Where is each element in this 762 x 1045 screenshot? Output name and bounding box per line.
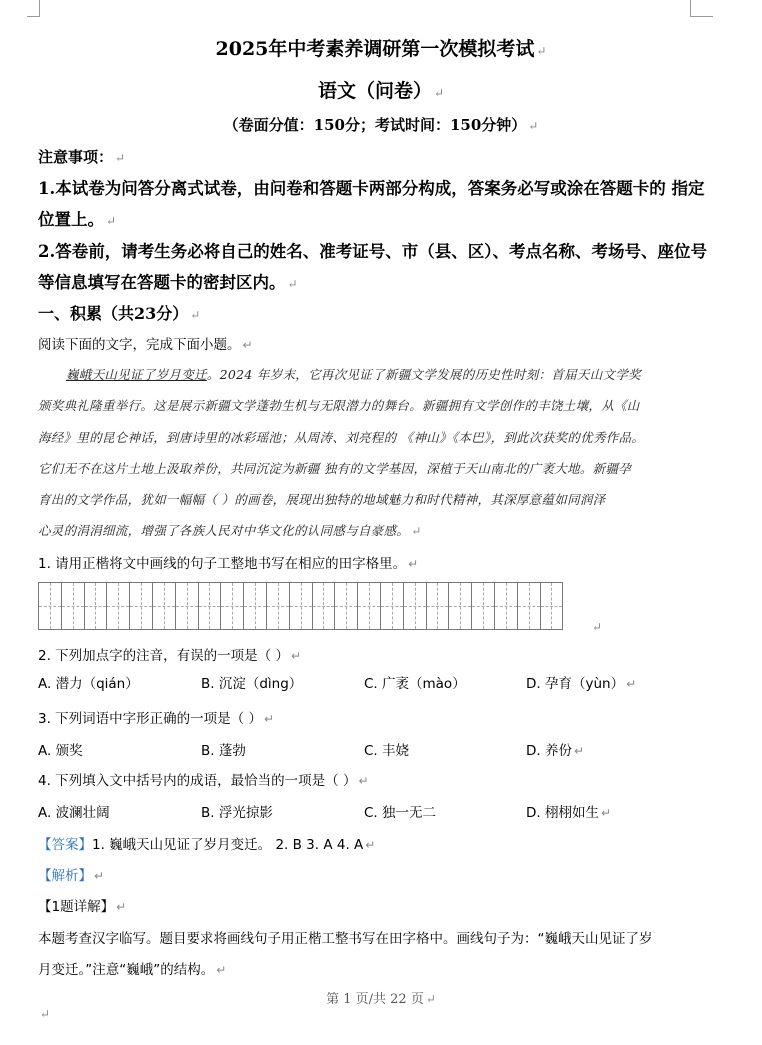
exam-meta: （卷面分值：150分；考试时间：150分钟） ↵ — [223, 116, 539, 134]
grid-cell — [495, 583, 518, 629]
analysis-line: 【解析】 ↵ — [38, 868, 105, 884]
q3-option-d: D. 养份 ↵ — [526, 743, 585, 759]
q4-option-b: B. 浮光掠影 — [201, 805, 273, 821]
question-1: 1. 请用正楷将文中画线的句子工整地书写在相应的田字格里。 ↵ — [38, 556, 419, 572]
grid-cell — [244, 583, 267, 629]
answer-label: 【答案】 — [38, 837, 92, 853]
grid-cell — [381, 583, 404, 629]
notes-item2-line2: 等信息填写在答题卡的密封区内。 ↵ — [38, 273, 298, 292]
q2-option-c: C. 广袤（mào） — [364, 676, 466, 692]
question-2: 2. 下列加点字的注音，有误的一项是（ ） ↵ — [38, 648, 302, 664]
passage-line-1: 巍峨天山见证了岁月变迁。2024 年岁末，它再次见证了新疆文学发展的历史性时刻：首届天山文学奖 — [66, 367, 641, 382]
detail-line-1: 本题考查汉字临写。题目要求将画线句子用正楷工整书写在田字格中。画线句子为：“巍峨天山见证了岁 — [38, 931, 653, 947]
notes-item2-line1: 2.答卷前，请考生务必将自己的姓名、准考证号、市（县、区）、考点名称、考场号、座位号 — [38, 242, 707, 261]
notes-item1-line2: 位置上。 ↵ — [38, 210, 117, 229]
passage-line-5: 育出的文学作品，犹如一幅幅（ ）的画卷，展现出独特的地域魅力和时代精神，其深厚意蕴如同润泽 — [38, 492, 606, 507]
section-heading: 一、积累（共23分） ↵ — [38, 304, 201, 323]
crop-mark-top-right — [690, 0, 713, 17]
notes-heading: 注意事项： ↵ — [38, 148, 126, 166]
end-paragraph-mark: ↵ — [40, 1007, 51, 1021]
answer-line: 【答案】1. 巍峨天山见证了岁月变迁。 2. B 3. A 4. A ↵ — [38, 837, 376, 853]
tianzige-grid — [38, 582, 563, 630]
grid-cell — [472, 583, 495, 629]
passage-line-6: 心灵的涓涓细流，增强了各族人民对中华文化的认同感与自豪感。 ↵ — [38, 523, 422, 538]
grid-cell — [153, 583, 176, 629]
question-4: 4. 下列填入文中括号内的成语，最恰当的一项是（ ） ↵ — [38, 773, 369, 789]
q2-option-d: D. 孕育（yùn） ↵ — [526, 676, 637, 692]
notes-item1-line1: 1.本试卷为问答分离式试卷，由问卷和答题卡两部分构成，答案务必写或涂在答题卡的 指定 — [38, 179, 705, 198]
grid-cell — [449, 583, 472, 629]
q3-option-c: C. 丰娆 — [364, 743, 410, 759]
grid-cell — [199, 583, 222, 629]
q4-option-d: D. 栩栩如生 ↵ — [526, 805, 612, 821]
grid-cell — [39, 583, 62, 629]
grid-cell — [541, 583, 564, 629]
grid-cell — [176, 583, 199, 629]
grid-cell — [335, 583, 358, 629]
grid-cell — [221, 583, 244, 629]
q2-option-b: B. 沉淀（dìng） — [201, 676, 303, 692]
exam-subtitle: 语文（问卷） ↵ — [317, 80, 445, 102]
detail-heading: 【1题详解】 ↵ — [38, 899, 127, 915]
grid-cell — [427, 583, 450, 629]
q3-option-a: A. 颁奖 — [38, 743, 83, 759]
grid-cell — [62, 583, 85, 629]
q3-option-b: B. 蓬勃 — [201, 743, 246, 759]
grid-cell — [107, 583, 130, 629]
grid-cell — [130, 583, 153, 629]
q2-option-a: A. 潜力（qián） — [38, 676, 139, 692]
grid-end-mark: ↵ — [592, 620, 603, 634]
grid-cell — [313, 583, 336, 629]
crop-mark-top-left — [27, 0, 40, 17]
page-footer: 第 1 页/共 22 页 ↵ — [326, 992, 436, 1007]
grid-cell — [358, 583, 381, 629]
question-3: 3. 下列词语中字形正确的一项是（ ） ↵ — [38, 711, 275, 727]
q4-option-a: A. 波澜壮阔 — [38, 805, 110, 821]
underlined-sentence: 巍峨天山见证了岁月变迁 — [66, 367, 207, 382]
grid-cell — [85, 583, 108, 629]
passage-line-4: 它们无不在这片土地上汲取养份，共同沉淀为新疆 独有的文学基因，深植于天山南北的广袤大地。新疆孕 — [38, 461, 632, 476]
grid-cell — [290, 583, 313, 629]
passage-line-2: 颁奖典礼隆重举行。这是展示新疆文学蓬勃生机与无限潜力的舞台。新疆拥有文学创作的丰饶土壤，从《山 — [38, 398, 640, 413]
section-instruction: 阅读下面的文字，完成下面小题。 ↵ — [38, 337, 253, 353]
grid-cell — [404, 583, 427, 629]
detail-line-2: 月变迁。”注意“巍峨”的结构。 ↵ — [38, 962, 227, 978]
grid-cell — [267, 583, 290, 629]
exam-title: 2025年中考素养调研第一次模拟考试 ↵ — [215, 38, 547, 60]
passage-line-3: 海经》里的昆仑神话，到唐诗里的冰彩瑶池；从周涛、刘亮程的 《神山》《本巴》，到此次获奖的优秀作品。 — [38, 430, 645, 445]
analysis-label: 【解析】 — [38, 868, 92, 884]
q4-option-c: C. 独一无二 — [364, 805, 437, 821]
grid-cell — [518, 583, 541, 629]
